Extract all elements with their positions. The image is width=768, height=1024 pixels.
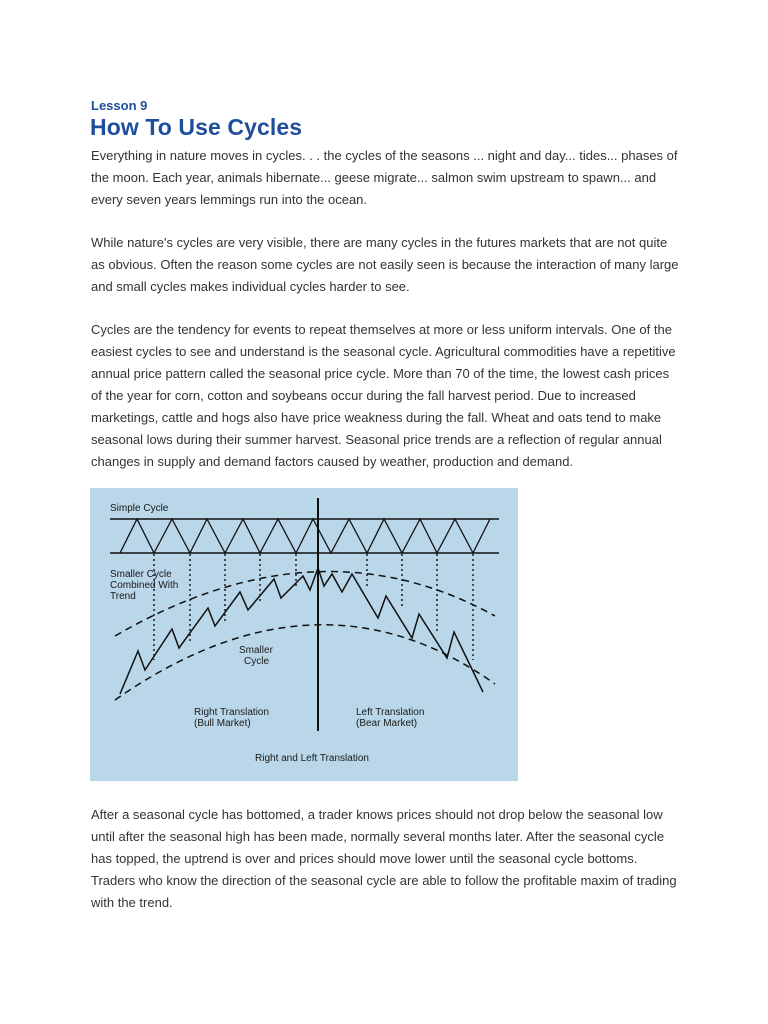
label-bull-market: (Bull Market) xyxy=(194,718,251,729)
dotted-guides xyxy=(154,554,473,660)
paragraph-trading-trend: After a seasonal cycle has bottomed, a trader knows prices should not drop below the seasonal low until after the seasonal high has been made, normally several months later. After the seasonal cycle has topped, the uptrend is over and prices should move lower until the seasonal cycle bottoms. Traders who know the direction of the seasonal cycle are able to follow the profitable maxim of trading with the trend. xyxy=(91,807,677,910)
lesson-label: Lesson 9 xyxy=(91,98,148,113)
cycle-diagram xyxy=(90,488,518,781)
label-combined-2: Combined With xyxy=(110,580,179,591)
simple-cycle-wave xyxy=(120,519,490,553)
cycle-diagram-svg xyxy=(90,488,518,781)
page-title: How To Use Cycles xyxy=(90,114,303,140)
paragraph-seasonal-cycle: Cycles are the tendency for events to repeat themselves at more or less uniform intervals. One of the easiest cycles to see and understand is the seasonal cycle. Agricultural commodities have a repetitive annual price pattern called the seasonal price cycle. More than 70 of the time, the lowest cash prices of the year for corn, cotton and soybeans occur during the fall harvest period. Due to increased marketings, cattle and hogs also have price weakness during the fall. Wheat and oats tend to make seasonal lows during their summer harvest. Seasonal price trends are a reflection of regular annual changes in supply and demand factors caused by weather, production and demand. xyxy=(91,322,676,469)
figure-caption: Right and Left Translation xyxy=(255,753,369,764)
label-left-translation: Left Translation xyxy=(356,707,425,718)
label-simple-cycle: Simple Cycle xyxy=(110,503,169,514)
label-combined-1: Smaller Cycle xyxy=(110,569,172,580)
label-bear-market: (Bear Market) xyxy=(356,718,418,729)
paragraph-market-cycles: While nature's cycles are very visible, there are many cycles in the futures markets that are not quite as obvious. Often the reason some cycles are not easily seen is because the interaction of many large and small cycles makes individual cycles harder to see. xyxy=(91,235,679,294)
label-right-translation: Right Translation xyxy=(194,707,270,718)
label-combined-3: Trend xyxy=(110,591,136,602)
lower-trend-curve xyxy=(115,625,495,700)
label-smaller-1: Smaller xyxy=(239,645,273,656)
label-smaller-2: Cycle xyxy=(244,656,270,667)
paragraph-nature-cycles: Everything in nature moves in cycles. . . the cycles of the seasons ... night and day... tides... phases of the moon. Each year, animals hibernate... geese migrate... salmon swim upstream to spawn... and every seven years lemmings run into the ocean. xyxy=(91,148,678,207)
